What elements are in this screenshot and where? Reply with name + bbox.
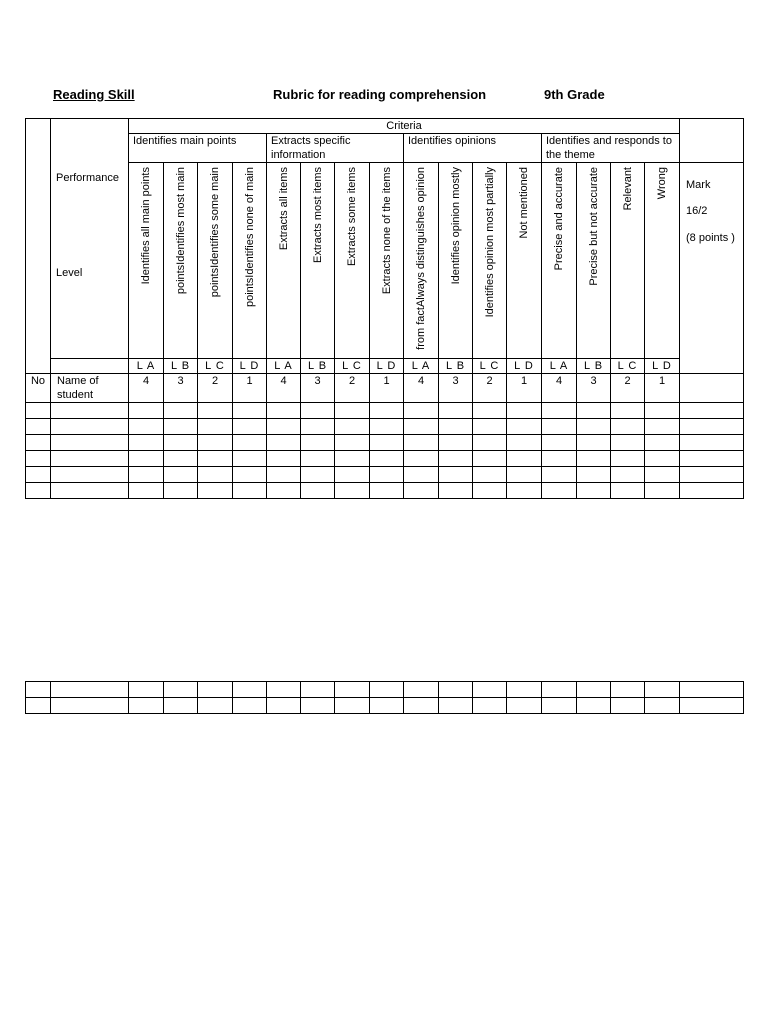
student-cell[interactable]	[301, 483, 335, 499]
level-label: Level	[56, 267, 83, 279]
descriptor-text: from factAlways distinguishes opinion	[415, 167, 427, 350]
mark-points: (8 points )	[686, 232, 735, 244]
student-cell[interactable]	[542, 403, 577, 419]
student-cell[interactable]	[129, 682, 164, 698]
rubric-title: Rubric for reading comprehension	[273, 87, 487, 102]
student-cell[interactable]	[301, 698, 335, 714]
student-cell[interactable]	[51, 483, 129, 499]
student-cell[interactable]	[507, 483, 542, 499]
student-cell[interactable]	[51, 698, 129, 714]
student-cell[interactable]	[645, 467, 680, 483]
student-cell[interactable]	[301, 451, 335, 467]
student-cell[interactable]	[198, 419, 233, 435]
student-cell[interactable]	[439, 451, 473, 467]
descriptor-text: Relevant	[621, 167, 634, 211]
score-cell: 4	[404, 374, 439, 403]
student-cell[interactable]	[611, 403, 645, 419]
level-row	[26, 359, 744, 374]
student-cell[interactable]	[267, 698, 301, 714]
student-cell[interactable]	[164, 483, 198, 499]
student-cell[interactable]	[611, 483, 645, 499]
descriptor-cell	[198, 163, 233, 359]
descriptor-text: Identifies opinion most partially	[483, 167, 496, 318]
student-cell[interactable]	[507, 419, 542, 435]
student-cell[interactable]	[439, 435, 473, 451]
student-cell[interactable]	[51, 451, 129, 467]
student-cell[interactable]	[577, 419, 611, 435]
descriptor-text: Precise and accurate	[553, 167, 565, 271]
student-cell[interactable]	[267, 419, 301, 435]
student-cell[interactable]	[507, 435, 542, 451]
score-cell: 3	[301, 374, 335, 403]
grade-label: 9th Grade	[544, 87, 605, 102]
student-cell[interactable]	[164, 451, 198, 467]
student-cell[interactable]	[404, 698, 439, 714]
student-cell[interactable]	[233, 451, 267, 467]
student-cell[interactable]	[26, 698, 51, 714]
mark-cell	[680, 163, 744, 374]
student-cell[interactable]	[611, 451, 645, 467]
performance-label: Performance	[56, 172, 119, 184]
student-cell[interactable]	[26, 403, 51, 419]
descriptor-row	[26, 163, 744, 359]
descriptor-text: Wrong	[656, 167, 668, 200]
student-cell[interactable]	[404, 682, 439, 698]
descriptor-text: Not mentioned	[518, 167, 530, 239]
student-cell[interactable]	[507, 467, 542, 483]
student-cell[interactable]	[129, 467, 164, 483]
score-cell: 2	[198, 374, 233, 403]
student-cell[interactable]	[370, 403, 404, 419]
student-cell[interactable]	[129, 403, 164, 419]
student-cell[interactable]	[439, 682, 473, 698]
level-cell: L D	[233, 359, 267, 374]
student-cell[interactable]	[577, 403, 611, 419]
student-cell[interactable]	[370, 483, 404, 499]
descriptor-text: pointsIdentifies some main	[209, 167, 221, 298]
student-cell[interactable]	[129, 451, 164, 467]
student-cell[interactable]	[680, 483, 744, 499]
student-cell[interactable]	[301, 403, 335, 419]
student-cell[interactable]	[439, 419, 473, 435]
skill-title: Reading Skill	[53, 87, 135, 102]
student-cell[interactable]	[267, 682, 301, 698]
student-cell[interactable]	[577, 698, 611, 714]
student-cell[interactable]	[680, 435, 744, 451]
student-cell[interactable]	[680, 467, 744, 483]
student-cell[interactable]	[370, 419, 404, 435]
student-cell[interactable]	[680, 451, 744, 467]
name-of-student-label: Name of student	[51, 374, 129, 403]
student-cell[interactable]	[198, 698, 233, 714]
student-cell[interactable]	[51, 682, 129, 698]
student-cell[interactable]	[198, 483, 233, 499]
student-cell[interactable]	[542, 682, 577, 698]
student-row	[26, 435, 744, 451]
student-cell[interactable]	[404, 483, 439, 499]
student-cell[interactable]	[577, 435, 611, 451]
student-cell[interactable]	[233, 698, 267, 714]
level-cell: L C	[611, 359, 645, 374]
no-label: No	[26, 374, 51, 403]
student-cell[interactable]	[507, 451, 542, 467]
student-cell[interactable]	[129, 483, 164, 499]
score-cell: 3	[164, 374, 198, 403]
student-cell[interactable]	[542, 435, 577, 451]
student-cell[interactable]	[164, 682, 198, 698]
performance-level-cell	[51, 119, 129, 359]
student-cell[interactable]	[611, 419, 645, 435]
student-cell[interactable]	[370, 682, 404, 698]
student-cell[interactable]	[335, 698, 370, 714]
student-cell[interactable]	[473, 419, 507, 435]
descriptor-text: pointsIdentifies most main	[174, 167, 187, 295]
student-cell[interactable]	[680, 698, 744, 714]
student-cell[interactable]	[473, 682, 507, 698]
student-cell[interactable]	[51, 467, 129, 483]
score-mark-blank	[680, 374, 744, 403]
descriptor-cell	[611, 163, 645, 359]
student-cell[interactable]	[129, 419, 164, 435]
student-cell[interactable]	[542, 419, 577, 435]
no-header-cell	[26, 119, 51, 374]
student-cell[interactable]	[645, 451, 680, 467]
descriptor-cell	[129, 163, 164, 359]
descriptor-text: Extracts all items	[277, 167, 290, 251]
descriptor-cell	[542, 163, 577, 359]
level-blank	[51, 359, 129, 374]
student-cell[interactable]	[404, 467, 439, 483]
score-cell: 4	[129, 374, 164, 403]
student-cell[interactable]	[577, 682, 611, 698]
student-cell[interactable]	[645, 682, 680, 698]
descriptor-cell	[335, 163, 370, 359]
descriptor-text: Identifies all main points	[140, 167, 152, 285]
student-cell[interactable]	[680, 682, 744, 698]
student-cell[interactable]	[233, 467, 267, 483]
student-cell[interactable]	[404, 403, 439, 419]
student-cell[interactable]	[542, 451, 577, 467]
student-cell[interactable]	[164, 435, 198, 451]
student-cell[interactable]	[577, 483, 611, 499]
student-cell[interactable]	[404, 419, 439, 435]
score-cell: 3	[439, 374, 473, 403]
student-cell[interactable]	[233, 435, 267, 451]
student-cell[interactable]	[335, 419, 370, 435]
student-cell[interactable]	[164, 467, 198, 483]
student-cell[interactable]	[611, 698, 645, 714]
student-cell[interactable]	[645, 419, 680, 435]
student-cell[interactable]	[680, 403, 744, 419]
student-cell[interactable]	[645, 698, 680, 714]
level-cell: L A	[267, 359, 301, 374]
descriptor-cell	[233, 163, 267, 359]
student-cell[interactable]	[439, 483, 473, 499]
student-cell[interactable]	[335, 451, 370, 467]
level-cell: L A	[542, 359, 577, 374]
criteria-label: Criteria	[129, 119, 680, 134]
descriptor-text: Extracts none of the items	[380, 167, 393, 295]
student-cell[interactable]	[267, 483, 301, 499]
level-cell: L B	[577, 359, 611, 374]
student-cell[interactable]	[233, 682, 267, 698]
student-cell[interactable]	[473, 435, 507, 451]
descriptor-cell	[370, 163, 404, 359]
level-cell: L C	[473, 359, 507, 374]
student-cell[interactable]	[301, 435, 335, 451]
student-cell[interactable]	[164, 403, 198, 419]
score-cell: 2	[473, 374, 507, 403]
descriptor-cell	[507, 163, 542, 359]
extra-rows-table	[25, 681, 744, 714]
level-cell: L A	[404, 359, 439, 374]
student-cell[interactable]	[301, 467, 335, 483]
student-cell[interactable]	[611, 682, 645, 698]
descriptor-cell	[439, 163, 473, 359]
student-cell[interactable]	[645, 435, 680, 451]
student-cell[interactable]	[645, 483, 680, 499]
descriptor-cell	[473, 163, 507, 359]
descriptor-text: Precise but not accurate	[587, 167, 600, 286]
student-cell[interactable]	[26, 467, 51, 483]
student-cell[interactable]	[542, 467, 577, 483]
descriptor-cell	[404, 163, 439, 359]
student-cell[interactable]	[198, 451, 233, 467]
student-cell[interactable]	[577, 451, 611, 467]
descriptor-cell	[301, 163, 335, 359]
rubric-table	[25, 118, 744, 499]
student-cell[interactable]	[473, 698, 507, 714]
score-cell: 4	[267, 374, 301, 403]
student-row	[26, 682, 744, 698]
group-main-points: Identifies main points	[129, 134, 267, 163]
student-cell[interactable]	[335, 467, 370, 483]
student-cell[interactable]	[129, 698, 164, 714]
student-cell[interactable]	[233, 403, 267, 419]
student-cell[interactable]	[26, 483, 51, 499]
group-specific-info: Extracts specific information	[267, 134, 404, 163]
score-cell: 4	[542, 374, 577, 403]
student-cell[interactable]	[370, 435, 404, 451]
student-cell[interactable]	[370, 698, 404, 714]
descriptor-cell	[164, 163, 198, 359]
student-cell[interactable]	[680, 419, 744, 435]
level-cell: L B	[164, 359, 198, 374]
descriptor-text: Extracts most items	[311, 167, 324, 263]
student-cell[interactable]	[645, 403, 680, 419]
student-cell[interactable]	[51, 403, 129, 419]
student-cell[interactable]	[370, 451, 404, 467]
student-cell[interactable]	[473, 451, 507, 467]
student-cell[interactable]	[439, 467, 473, 483]
student-row	[26, 451, 744, 467]
criteria-row	[26, 119, 744, 134]
student-cell[interactable]	[439, 403, 473, 419]
student-cell[interactable]	[404, 451, 439, 467]
student-cell[interactable]	[51, 435, 129, 451]
score-cell: 1	[370, 374, 404, 403]
student-cell[interactable]	[507, 403, 542, 419]
student-cell[interactable]	[335, 403, 370, 419]
student-cell[interactable]	[473, 483, 507, 499]
student-cell[interactable]	[439, 698, 473, 714]
level-cell: L C	[335, 359, 370, 374]
student-cell[interactable]	[26, 419, 51, 435]
student-cell[interactable]	[26, 451, 51, 467]
student-row	[26, 698, 744, 714]
student-cell[interactable]	[473, 403, 507, 419]
student-cell[interactable]	[164, 419, 198, 435]
mark-label: Mark	[686, 179, 711, 191]
descriptor-cell	[645, 163, 680, 359]
descriptor-text: pointsIdentifies none of main	[243, 167, 256, 308]
group-theme: Identifies and responds to the theme	[542, 134, 680, 163]
score-cell: 2	[611, 374, 645, 403]
level-cell: L D	[645, 359, 680, 374]
level-cell: L A	[129, 359, 164, 374]
student-cell[interactable]	[129, 435, 164, 451]
level-cell: L C	[198, 359, 233, 374]
student-cell[interactable]	[26, 682, 51, 698]
descriptor-cell	[267, 163, 301, 359]
level-cell: L D	[370, 359, 404, 374]
score-cell: 1	[507, 374, 542, 403]
group-opinions: Identifies opinions	[404, 134, 542, 163]
student-cell[interactable]	[267, 451, 301, 467]
student-cell[interactable]	[267, 435, 301, 451]
descriptor-text: Identifies opinion mostly	[449, 167, 462, 285]
student-cell[interactable]	[542, 698, 577, 714]
student-cell[interactable]	[301, 682, 335, 698]
descriptor-cell	[577, 163, 611, 359]
student-cell[interactable]	[51, 419, 129, 435]
student-cell[interactable]	[542, 483, 577, 499]
student-cell[interactable]	[611, 435, 645, 451]
student-cell[interactable]	[233, 483, 267, 499]
score-cell: 1	[233, 374, 267, 403]
student-cell[interactable]	[198, 403, 233, 419]
score-row	[26, 374, 744, 403]
student-cell[interactable]	[198, 467, 233, 483]
score-cell: 3	[577, 374, 611, 403]
mark-header-blank	[680, 119, 744, 163]
student-cell[interactable]	[198, 435, 233, 451]
student-cell[interactable]	[507, 698, 542, 714]
student-cell[interactable]	[611, 467, 645, 483]
descriptor-text: Extracts some items	[346, 167, 358, 267]
student-row	[26, 403, 744, 419]
student-cell[interactable]	[473, 467, 507, 483]
level-cell: L B	[301, 359, 335, 374]
student-cell[interactable]	[335, 682, 370, 698]
student-cell[interactable]	[577, 467, 611, 483]
student-cell[interactable]	[267, 403, 301, 419]
student-cell[interactable]	[267, 467, 301, 483]
student-cell[interactable]	[507, 682, 542, 698]
student-cell[interactable]	[335, 483, 370, 499]
student-row	[26, 483, 744, 499]
student-cell[interactable]	[233, 419, 267, 435]
student-cell[interactable]	[301, 419, 335, 435]
student-cell[interactable]	[335, 435, 370, 451]
mark-total: 16/2	[686, 205, 708, 217]
student-cell[interactable]	[164, 698, 198, 714]
group-row	[26, 134, 744, 163]
student-row	[26, 467, 744, 483]
student-cell[interactable]	[198, 682, 233, 698]
level-cell: L D	[507, 359, 542, 374]
student-row	[26, 419, 744, 435]
student-cell[interactable]	[404, 435, 439, 451]
score-cell: 2	[335, 374, 370, 403]
student-cell[interactable]	[370, 467, 404, 483]
score-cell: 1	[645, 374, 680, 403]
student-cell[interactable]	[26, 435, 51, 451]
level-cell: L B	[439, 359, 473, 374]
